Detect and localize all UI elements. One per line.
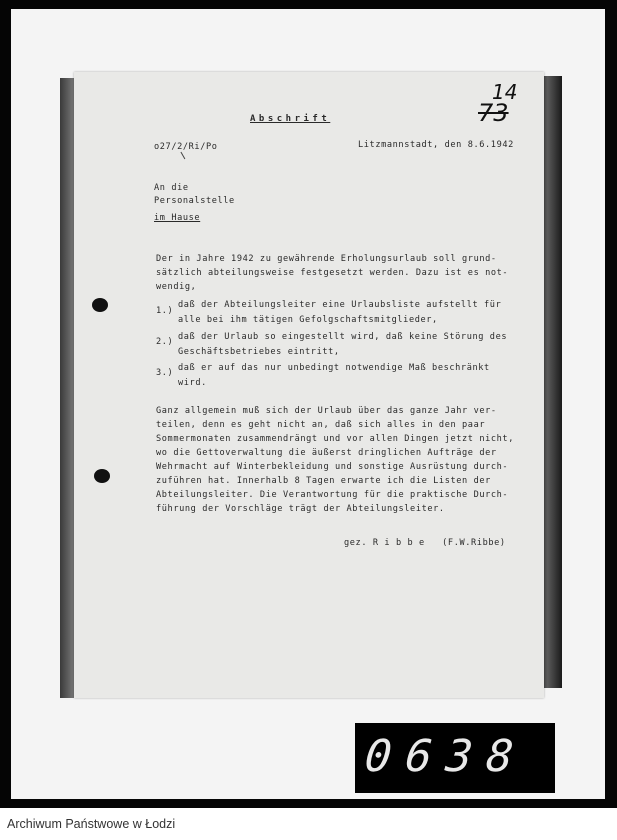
list-item-line: wird. bbox=[178, 378, 207, 388]
paragraph-line: Abteilungsleiter. Die Verantwortung für die praktische Durch- bbox=[156, 490, 509, 500]
paragraph-line: sätzlich abteilungsweise festgesetzt werden. Dazu ist es not- bbox=[156, 268, 509, 278]
handwritten-struck-number: 73 bbox=[478, 99, 509, 127]
list-item-line: daß der Urlaub so eingestellt wird, daß keine Störung des bbox=[178, 332, 508, 342]
paragraph-line: Ganz allgemein muß sich der Urlaub über das ganze Jahr ver- bbox=[156, 406, 497, 416]
paragraph-line: wo die Gettoverwaltung die äußerst dringlichen Aufträge der bbox=[156, 448, 497, 458]
frame-counter bbox=[355, 723, 555, 793]
document-page bbox=[74, 72, 544, 698]
list-item-line: alle bei ihm tätigen Gefolgschaftsmitglieder, bbox=[178, 315, 438, 325]
handwritten-page-number: 14 bbox=[492, 80, 518, 104]
list-item-number: 1.) bbox=[156, 306, 174, 316]
paragraph-line: Sommermonaten zusammendrängt und vor allen Dingen jetzt nicht, bbox=[156, 434, 514, 444]
paragraph-line: führung der Vorschläge trägt der Abteilungsleiter. bbox=[156, 504, 445, 514]
list-item-line: Geschäftsbetriebes eintritt, bbox=[178, 347, 340, 357]
address-line: An die bbox=[154, 183, 189, 193]
archive-name: Archiwum Państwowe w Łodzi bbox=[7, 817, 176, 831]
list-item-number: 2.) bbox=[156, 337, 174, 347]
paragraph-line: Wehrmacht auf Winterbekleidung und sonstige Ausrüstung durch- bbox=[156, 462, 509, 472]
paragraph-line: teilen, denn es geht nicht an, daß sich alles in den paar bbox=[156, 420, 486, 430]
document-title: Abschrift bbox=[250, 114, 331, 124]
list-item-number: 3.) bbox=[156, 368, 174, 378]
list-item-line: daß er auf das nur unbedingt notwendige Maß beschränkt bbox=[178, 363, 490, 373]
punch-hole-bottom bbox=[94, 469, 110, 483]
reference-code: o27/2/Ri/Po bbox=[154, 142, 218, 152]
archive-footer bbox=[0, 808, 617, 840]
frame-counter-digits: 0638 bbox=[362, 731, 530, 782]
paragraph-line: zuführen hat. Innerhalb 8 Tagen erwarte ich die Listen der bbox=[156, 476, 491, 486]
address-line: Personalstelle bbox=[154, 196, 235, 206]
signature: gez. R i b b e (F.W.Ribbe) bbox=[344, 538, 506, 548]
paragraph-line: wendig, bbox=[156, 282, 197, 292]
place-date: Litzmannstadt, den 8.6.1942 bbox=[358, 140, 514, 150]
address-line: im Hause bbox=[154, 213, 201, 223]
paragraph-line: Der in Jahre 1942 zu gewährende Erholungsurlaub soll grund- bbox=[156, 254, 497, 264]
punch-hole-top bbox=[92, 298, 108, 312]
list-item-line: daß der Abteilungsleiter eine Urlaubsliste aufstellt für bbox=[178, 300, 502, 310]
